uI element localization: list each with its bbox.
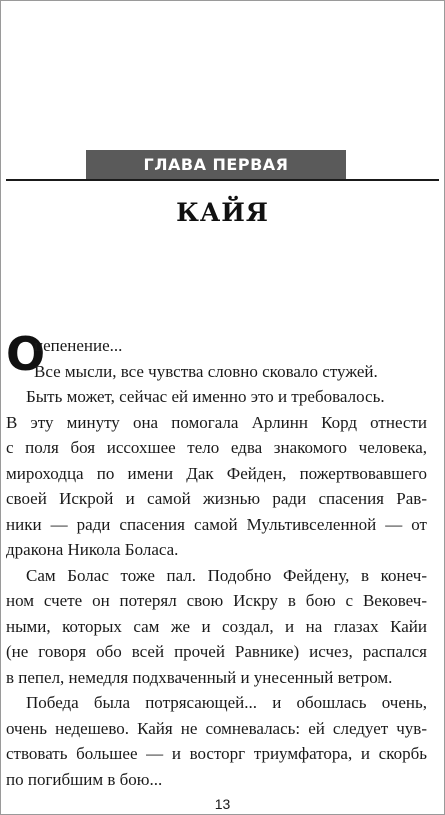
text-line: по погибшим в бою...	[6, 769, 163, 789]
page-number: 13	[214, 796, 231, 812]
drop-cap: О	[6, 327, 46, 381]
text-line: Сам Болас тоже пал. Подобно Фейдену, в конеч-	[26, 565, 427, 585]
text-line: в пепел, немедля подхваченный и унесенный ветром.	[6, 667, 393, 687]
chapter-title: КАЙЯ	[176, 198, 269, 227]
text-line: Все мысли, все чувства словно сковало стужей.	[34, 361, 378, 381]
text-line: мироходца по имени Дак Фейден, пожертвовавшего	[6, 463, 427, 483]
text-line: ными, которых сам же и создал, и на глазах Кайи	[6, 616, 427, 636]
text-line: очень недешево. Кайя не сомневалась: ей следует чув-	[6, 718, 427, 738]
text-line: дракона Никола Боласа.	[6, 540, 179, 559]
text-line: своей Искрой и самой жизнью ради спасения Рав-	[6, 489, 427, 508]
text-line: Быть может, сейчас ей именно это и требовалось.	[26, 387, 385, 406]
text-line: ном счете он потерял свою Искру в бою с Вековеч-	[6, 591, 427, 610]
text-line: (не говоря обо всей прочей Равнике) исчез, распался	[6, 642, 427, 661]
text-line: ствовать большее — и восторг триумфатора, и скорбь	[6, 744, 427, 763]
text-line: Победа была потрясающей... и обошлась очень,	[26, 693, 427, 712]
text-line: цепенение...	[34, 336, 123, 355]
body-text	[6, 327, 427, 792]
chapter-rule	[6, 179, 439, 181]
text-line: с поля боя иссохшее тело едва знакомого человека,	[6, 438, 427, 457]
text-line: ники — ради спасения самой Мультивселенной — от	[6, 514, 427, 534]
text-line: В эту минуту она помогала Арлинн Корд отнести	[6, 412, 427, 432]
chapter-label: ГЛАВА ПЕРВАЯ	[143, 155, 289, 174]
